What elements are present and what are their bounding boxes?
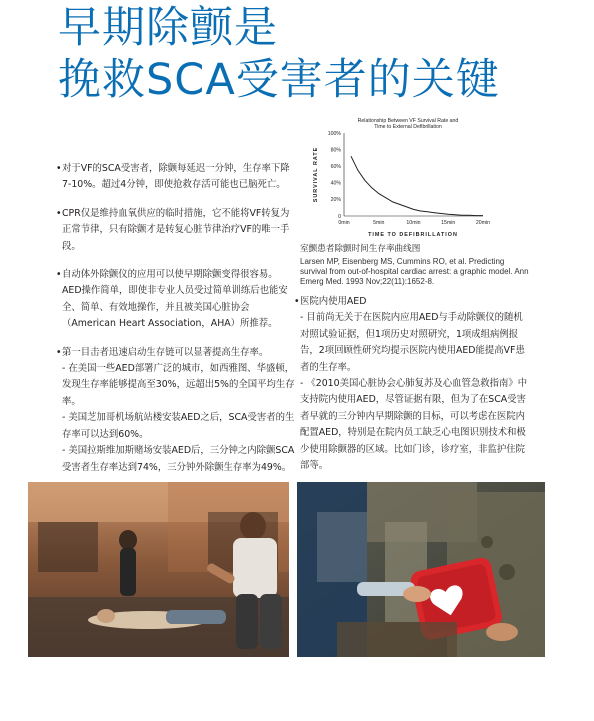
survival-curve bbox=[351, 156, 483, 215]
chart-ylabel: SURVIVAL RATE bbox=[313, 146, 319, 203]
left-column bbox=[56, 161, 296, 476]
chart-caption: 室颤患者除颤时间生存率曲线图 bbox=[300, 244, 421, 254]
x-tick-label: 10min bbox=[406, 220, 421, 226]
y-tick-label: 60% bbox=[330, 164, 341, 170]
x-tick-label: 15min bbox=[441, 220, 456, 226]
y-tick-label: 100% bbox=[327, 130, 341, 137]
sub-item: - 在美国一些AED部署广泛的城市，如西雅图、华盛顿，发现生存率能够提高至30%，远超出5%的全国平均生存率。 bbox=[62, 363, 295, 407]
x-tick-label: 20min bbox=[475, 220, 491, 226]
bullet-paragraph: • CPR仅是维持血氧供应的临时措施，它不能将VF转复为正常节律，只有除颤才是转复心脏节律治疗VF的唯一手段。 bbox=[56, 207, 290, 252]
y-tick-label: 80% bbox=[330, 147, 341, 154]
bullet-paragraph: • 自动体外除颤仪的应用可以使早期除颤变得很容易。AED操作简单，即使非专业人员受过简单训练后也能安全、简单、有效地操作，并且被美国心脏协会（American Heart Association，AHA）所推荐。 bbox=[56, 269, 288, 330]
gym-rescue-photo bbox=[28, 482, 289, 657]
survival-chart bbox=[303, 114, 503, 238]
chart-axes bbox=[344, 133, 483, 216]
page-title bbox=[58, 2, 500, 106]
chart-svg bbox=[303, 114, 503, 238]
chart-ticks bbox=[328, 131, 490, 226]
x-tick-label: 0min bbox=[338, 220, 350, 226]
bullet-paragraph: • 对于VF的SCA受害者，除颤每延迟一分钟，生存率下降7-10%。超过4分钟，即使抢救存活可能也已脑死亡。 bbox=[56, 163, 290, 191]
x-tick-label: 5min bbox=[373, 220, 385, 226]
section-heading: • 医院内使用AED bbox=[294, 296, 367, 307]
sub-item: - 《2010美国心脏协会心肺复苏及心血管急救指南》中支持院内使用AED，尽管证据有限，但为了在SCA受害者早就的三分钟内早期除颤的目标，可以考虑在医院内配置AED，特别是在院内员工缺乏心电图识别技术和极少使用除颤器的区域。比如门诊，诊疗室，非监护住院部等。 bbox=[300, 378, 528, 472]
right-column bbox=[294, 294, 532, 474]
sub-item: - 目前尚无关于在医院内应用AED与手动除颤仪的随机对照试验证据，但1项历史对照研究，1项成组病例报告，2项回顾性研究均提示医院内使用AED能提高VF患者的生存率。 bbox=[300, 312, 525, 373]
title-line-2: 挽救SCA受害者的关键 bbox=[58, 55, 500, 105]
sub-item: - 美国拉斯维加斯赌场安装AED后，三分钟之内除颤SCA受害者生存率达到74%，三分钟外除颤生存率为49%。 bbox=[62, 445, 295, 473]
title-line-1: 早期除颤是 bbox=[58, 3, 278, 53]
sub-item: - 美国芝加哥机场航站楼安装AED之后，SCA受害者的生存率可以达到60%。 bbox=[62, 412, 295, 440]
reference-citation: Larsen MP, Eisenberg MS, Cummins RO, et al. Predicting survival from out-of-hospital cardiac arrest: a graphic model. Ann Emerg Med. 1993 Nov;22(11):1652-8. bbox=[300, 257, 529, 287]
chart-xlabel: TIME TO DEFIBRILLATION bbox=[368, 232, 458, 238]
y-tick-label: 40% bbox=[330, 180, 341, 187]
gym-rescue-photo-image bbox=[28, 482, 289, 657]
y-tick-label: 20% bbox=[330, 197, 341, 204]
chart-title: Relationship Between VF Survival Rate and Time to External Defibrillation bbox=[357, 118, 459, 130]
y-tick-label: 0 bbox=[338, 213, 341, 220]
military-aed-photo bbox=[297, 482, 545, 657]
military-aed-photo-image bbox=[297, 482, 545, 657]
bullet-paragraph: • 第一目击者迅速启动生存链可以显著提高生存率。 bbox=[56, 346, 269, 358]
